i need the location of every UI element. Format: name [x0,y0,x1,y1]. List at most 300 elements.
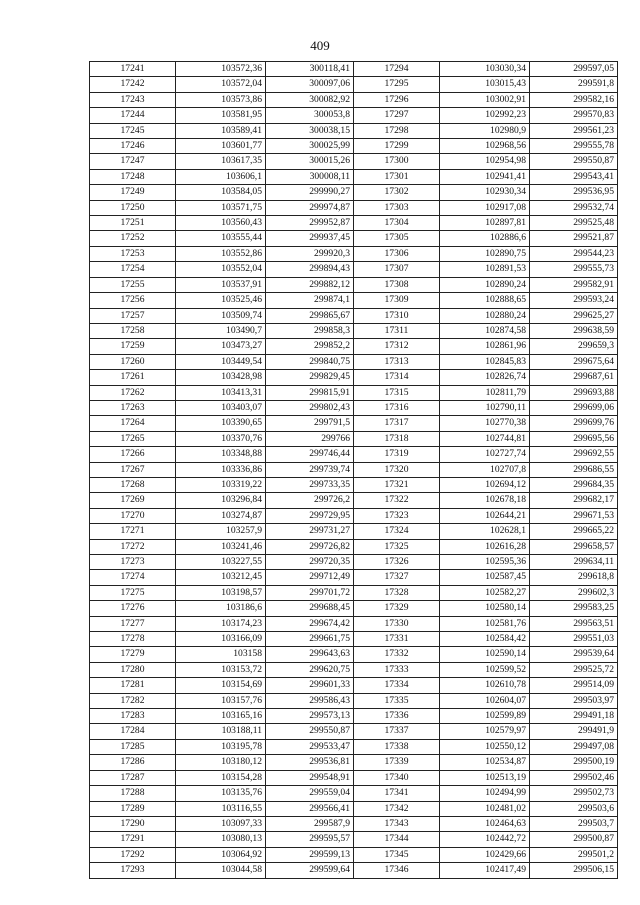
table-cell-x-coordinate: 102580,14 [440,601,530,616]
table-row [90,123,618,138]
table-cell-y-coordinate: 299712,49 [266,570,354,585]
table-cell-point-number: 17330 [354,616,440,631]
table-cell-y-coordinate: 299533,47 [266,739,354,754]
table-cell-point-number: 17257 [90,308,176,323]
table-row [90,370,618,385]
table-cell-point-number: 17259 [90,339,176,354]
table-cell-x-coordinate: 102442,72 [440,832,530,847]
table-cell-point-number: 17278 [90,632,176,647]
table-cell-y-coordinate: 299659,3 [530,339,618,354]
table-cell-y-coordinate: 299695,56 [530,431,618,446]
table-row [90,108,618,123]
table-cell-point-number: 17271 [90,524,176,539]
table-cell-x-coordinate: 103572,36 [176,62,266,77]
table-cell-point-number: 17340 [354,770,440,785]
table-cell-y-coordinate: 299625,27 [530,308,618,323]
table-cell-x-coordinate: 103274,87 [176,508,266,523]
table-cell-y-coordinate: 299733,35 [266,477,354,492]
table-cell-x-coordinate: 102590,14 [440,647,530,662]
table-row [90,601,618,616]
table-row [90,616,618,631]
table-row [90,816,618,831]
table-cell-y-coordinate: 300097,06 [266,77,354,92]
table-cell-x-coordinate: 103198,57 [176,585,266,600]
table-cell-y-coordinate: 299551,03 [530,632,618,647]
table-cell-point-number: 17326 [354,555,440,570]
table-row [90,431,618,446]
table-cell-y-coordinate: 299791,5 [266,416,354,431]
table-cell-y-coordinate: 300008,11 [266,169,354,184]
table-cell-y-coordinate: 299566,41 [266,801,354,816]
table-cell-x-coordinate: 102880,24 [440,308,530,323]
table-cell-point-number: 17293 [90,863,176,878]
table-cell-point-number: 17279 [90,647,176,662]
table-row [90,92,618,107]
table-cell-x-coordinate: 102992,23 [440,108,530,123]
table-cell-point-number: 17287 [90,770,176,785]
table-cell-y-coordinate: 299634,11 [530,555,618,570]
table-cell-x-coordinate: 102968,56 [440,139,530,154]
table-cell-x-coordinate: 103165,16 [176,709,266,724]
table-cell-x-coordinate: 102897,81 [440,216,530,231]
table-cell-point-number: 17336 [354,709,440,724]
table-cell-x-coordinate: 102604,07 [440,693,530,708]
table-cell-point-number: 17264 [90,416,176,431]
table-row [90,524,618,539]
table-cell-point-number: 17318 [354,431,440,446]
table-cell-x-coordinate: 103370,76 [176,431,266,446]
table-cell-point-number: 17268 [90,477,176,492]
table-cell-x-coordinate: 102954,98 [440,154,530,169]
table-cell-x-coordinate: 103180,12 [176,755,266,770]
table-cell-point-number: 17289 [90,801,176,816]
table-cell-x-coordinate: 103296,84 [176,493,266,508]
table-cell-point-number: 17256 [90,293,176,308]
table-cell-x-coordinate: 102599,52 [440,662,530,677]
table-cell-x-coordinate: 103227,55 [176,555,266,570]
table-cell-point-number: 17284 [90,724,176,739]
table-cell-point-number: 17344 [354,832,440,847]
table-row [90,277,618,292]
table-cell-x-coordinate: 102707,8 [440,462,530,477]
table-row [90,693,618,708]
table-row [90,632,618,647]
table-cell-x-coordinate: 102464,63 [440,816,530,831]
table-cell-x-coordinate: 102481,02 [440,801,530,816]
table-cell-x-coordinate: 103154,28 [176,770,266,785]
table-cell-y-coordinate: 299500,19 [530,755,618,770]
table-row [90,555,618,570]
table-cell-y-coordinate: 299731,27 [266,524,354,539]
table-cell-point-number: 17303 [354,200,440,215]
table-cell-x-coordinate: 103537,91 [176,277,266,292]
table-cell-y-coordinate: 299536,81 [266,755,354,770]
table-cell-x-coordinate: 103581,95 [176,108,266,123]
table-cell-x-coordinate: 103490,7 [176,323,266,338]
table-cell-point-number: 17281 [90,678,176,693]
table-cell-y-coordinate: 299674,42 [266,616,354,631]
table-cell-point-number: 17260 [90,354,176,369]
table-cell-y-coordinate: 299559,04 [266,786,354,801]
table-cell-point-number: 17267 [90,462,176,477]
table-cell-y-coordinate: 299802,43 [266,400,354,415]
table-cell-x-coordinate: 103135,76 [176,786,266,801]
table-cell-x-coordinate: 103097,33 [176,816,266,831]
table-cell-y-coordinate: 299840,75 [266,354,354,369]
coordinates-table-body [90,62,618,879]
table-row [90,678,618,693]
table-row [90,770,618,785]
table-row [90,385,618,400]
table-row [90,293,618,308]
table-cell-x-coordinate: 102917,08 [440,200,530,215]
table-cell-y-coordinate: 299599,64 [266,863,354,878]
table-cell-point-number: 17332 [354,647,440,662]
table-cell-point-number: 17283 [90,709,176,724]
table-cell-y-coordinate: 299665,22 [530,524,618,539]
table-cell-point-number: 17328 [354,585,440,600]
table-cell-x-coordinate: 102980,9 [440,123,530,138]
table-cell-y-coordinate: 299583,25 [530,601,618,616]
table-cell-y-coordinate: 299500,87 [530,832,618,847]
table-cell-y-coordinate: 299503,7 [530,816,618,831]
table-cell-point-number: 17324 [354,524,440,539]
table-cell-point-number: 17339 [354,755,440,770]
table-row [90,154,618,169]
table-cell-x-coordinate: 102610,78 [440,678,530,693]
table-cell-y-coordinate: 299682,17 [530,493,618,508]
table-cell-x-coordinate: 102890,24 [440,277,530,292]
table-cell-y-coordinate: 299746,44 [266,447,354,462]
table-cell-point-number: 17244 [90,108,176,123]
table-cell-point-number: 17253 [90,246,176,261]
table-cell-y-coordinate: 299587,9 [266,816,354,831]
table-row [90,755,618,770]
table-cell-point-number: 17342 [354,801,440,816]
table-row [90,77,618,92]
table-cell-y-coordinate: 299491,9 [530,724,618,739]
table-cell-y-coordinate: 299582,16 [530,92,618,107]
table-cell-y-coordinate: 299601,33 [266,678,354,693]
table-cell-x-coordinate: 103080,13 [176,832,266,847]
table-cell-y-coordinate: 299563,51 [530,616,618,631]
table-row [90,462,618,477]
table-cell-point-number: 17258 [90,323,176,338]
table-row [90,246,618,261]
table-cell-x-coordinate: 102888,65 [440,293,530,308]
table-cell-x-coordinate: 102845,83 [440,354,530,369]
table-cell-point-number: 17304 [354,216,440,231]
table-cell-point-number: 17302 [354,185,440,200]
table-cell-y-coordinate: 300015,26 [266,154,354,169]
table-cell-x-coordinate: 103319,22 [176,477,266,492]
table-cell-point-number: 17291 [90,832,176,847]
table-row [90,231,618,246]
table-cell-y-coordinate: 300082,92 [266,92,354,107]
table-cell-point-number: 17292 [90,847,176,862]
table-cell-y-coordinate: 299865,67 [266,308,354,323]
table-cell-y-coordinate: 299491,18 [530,709,618,724]
table-cell-x-coordinate: 103390,65 [176,416,266,431]
table-cell-y-coordinate: 299543,41 [530,169,618,184]
table-cell-point-number: 17277 [90,616,176,631]
table-cell-x-coordinate: 103212,45 [176,570,266,585]
table-cell-x-coordinate: 103572,04 [176,77,266,92]
table-row [90,400,618,415]
table-cell-y-coordinate: 299874,1 [266,293,354,308]
table-cell-x-coordinate: 103154,69 [176,678,266,693]
table-cell-x-coordinate: 102770,38 [440,416,530,431]
table-cell-point-number: 17245 [90,123,176,138]
table-cell-y-coordinate: 299539,64 [530,647,618,662]
table-cell-y-coordinate: 299550,87 [266,724,354,739]
table-row [90,323,618,338]
table-cell-y-coordinate: 299815,91 [266,385,354,400]
table-cell-point-number: 17322 [354,493,440,508]
table-cell-y-coordinate: 299521,87 [530,231,618,246]
table-cell-x-coordinate: 102534,87 [440,755,530,770]
table-cell-point-number: 17329 [354,601,440,616]
table-cell-point-number: 17296 [354,92,440,107]
table-cell-x-coordinate: 102744,81 [440,431,530,446]
table-row [90,539,618,554]
table-cell-x-coordinate: 103473,27 [176,339,266,354]
table-cell-y-coordinate: 299739,74 [266,462,354,477]
table-cell-point-number: 17241 [90,62,176,77]
table-cell-point-number: 17308 [354,277,440,292]
table-cell-x-coordinate: 102826,74 [440,370,530,385]
table-cell-x-coordinate: 103257,9 [176,524,266,539]
table-cell-y-coordinate: 299974,87 [266,200,354,215]
table-cell-point-number: 17262 [90,385,176,400]
table-cell-x-coordinate: 103186,6 [176,601,266,616]
table-cell-y-coordinate: 299699,76 [530,416,618,431]
table-cell-point-number: 17295 [354,77,440,92]
table-cell-point-number: 17288 [90,786,176,801]
table-cell-y-coordinate: 299620,75 [266,662,354,677]
table-cell-point-number: 17341 [354,786,440,801]
table-cell-y-coordinate: 299544,23 [530,246,618,261]
table-row [90,139,618,154]
table-cell-x-coordinate: 103552,86 [176,246,266,261]
table-row [90,169,618,184]
table-row [90,339,618,354]
table-cell-point-number: 17307 [354,262,440,277]
table-row [90,863,618,878]
table-row [90,801,618,816]
table-cell-point-number: 17306 [354,246,440,261]
table-cell-x-coordinate: 103157,76 [176,693,266,708]
table-cell-point-number: 17313 [354,354,440,369]
table-cell-x-coordinate: 102727,74 [440,447,530,462]
table-cell-point-number: 17249 [90,185,176,200]
table-cell-point-number: 17255 [90,277,176,292]
table-cell-point-number: 17315 [354,385,440,400]
table-row [90,832,618,847]
table-cell-x-coordinate: 103116,55 [176,801,266,816]
table-cell-point-number: 17345 [354,847,440,862]
table-cell-point-number: 17333 [354,662,440,677]
table-cell-y-coordinate: 299688,45 [266,601,354,616]
table-cell-y-coordinate: 299852,2 [266,339,354,354]
table-cell-x-coordinate: 102694,12 [440,477,530,492]
table-cell-y-coordinate: 299595,57 [266,832,354,847]
table-cell-x-coordinate: 103195,78 [176,739,266,754]
page-number: 409 [310,38,330,53]
table-row [90,709,618,724]
table-cell-point-number: 17285 [90,739,176,754]
table-cell-point-number: 17247 [90,154,176,169]
table-cell-x-coordinate: 103601,77 [176,139,266,154]
table-cell-x-coordinate: 103428,98 [176,370,266,385]
table-cell-point-number: 17242 [90,77,176,92]
table-cell-x-coordinate: 103015,43 [440,77,530,92]
table-cell-y-coordinate: 299599,13 [266,847,354,862]
table-row [90,662,618,677]
table-row [90,786,618,801]
table-cell-point-number: 17248 [90,169,176,184]
table-cell-y-coordinate: 299882,12 [266,277,354,292]
table-cell-y-coordinate: 299514,09 [530,678,618,693]
table-row [90,308,618,323]
table-row [90,354,618,369]
table-cell-x-coordinate: 102941,41 [440,169,530,184]
table-cell-y-coordinate: 299503,6 [530,801,618,816]
table-cell-point-number: 17297 [354,108,440,123]
table-row [90,570,618,585]
table-cell-y-coordinate: 299687,61 [530,370,618,385]
table-cell-x-coordinate: 102582,27 [440,585,530,600]
table-cell-y-coordinate: 299699,06 [530,400,618,415]
table-cell-x-coordinate: 103336,86 [176,462,266,477]
table-cell-point-number: 17270 [90,508,176,523]
table-cell-x-coordinate: 102890,75 [440,246,530,261]
table-cell-y-coordinate: 299766 [266,431,354,446]
table-cell-x-coordinate: 102599,89 [440,709,530,724]
table-cell-y-coordinate: 299726,2 [266,493,354,508]
table-row [90,493,618,508]
table-cell-x-coordinate: 102579,97 [440,724,530,739]
table-cell-point-number: 17320 [354,462,440,477]
table-cell-y-coordinate: 299550,87 [530,154,618,169]
table-cell-y-coordinate: 299618,8 [530,570,618,585]
table-cell-y-coordinate: 299729,95 [266,508,354,523]
table-cell-point-number: 17343 [354,816,440,831]
table-cell-point-number: 17265 [90,431,176,446]
table-cell-point-number: 17272 [90,539,176,554]
table-cell-x-coordinate: 102628,1 [440,524,530,539]
table-cell-x-coordinate: 103449,54 [176,354,266,369]
table-cell-point-number: 17310 [354,308,440,323]
table-cell-y-coordinate: 299686,55 [530,462,618,477]
table-cell-point-number: 17327 [354,570,440,585]
table-cell-point-number: 17269 [90,493,176,508]
table-cell-x-coordinate: 102644,21 [440,508,530,523]
table-cell-y-coordinate: 299555,78 [530,139,618,154]
table-cell-point-number: 17280 [90,662,176,677]
table-cell-y-coordinate: 299591,8 [530,77,618,92]
table-cell-point-number: 17282 [90,693,176,708]
table-cell-y-coordinate: 299573,13 [266,709,354,724]
table-cell-x-coordinate: 102429,66 [440,847,530,862]
table-cell-y-coordinate: 299726,82 [266,539,354,554]
table-cell-x-coordinate: 102930,34 [440,185,530,200]
table-cell-y-coordinate: 299597,05 [530,62,618,77]
table-cell-x-coordinate: 103403,07 [176,400,266,415]
table-cell-y-coordinate: 299894,43 [266,262,354,277]
table-cell-x-coordinate: 103525,46 [176,293,266,308]
table-cell-x-coordinate: 103002,91 [440,92,530,107]
table-cell-y-coordinate: 299693,88 [530,385,618,400]
table-cell-y-coordinate: 300118,41 [266,62,354,77]
table-cell-point-number: 17331 [354,632,440,647]
table-cell-point-number: 17316 [354,400,440,415]
table-row [90,185,618,200]
table-cell-y-coordinate: 300025,99 [266,139,354,154]
table-cell-point-number: 17335 [354,693,440,708]
table-cell-point-number: 17305 [354,231,440,246]
table-cell-point-number: 17319 [354,447,440,462]
table-row [90,508,618,523]
table-cell-point-number: 17312 [354,339,440,354]
table-cell-point-number: 17251 [90,216,176,231]
table-cell-point-number: 17252 [90,231,176,246]
table-cell-y-coordinate: 299536,95 [530,185,618,200]
table-cell-y-coordinate: 299952,87 [266,216,354,231]
table-cell-point-number: 17314 [354,370,440,385]
table-cell-x-coordinate: 103413,31 [176,385,266,400]
table-cell-x-coordinate: 103617,35 [176,154,266,169]
table-cell-y-coordinate: 300053,8 [266,108,354,123]
table-cell-point-number: 17246 [90,139,176,154]
table-cell-x-coordinate: 103552,04 [176,262,266,277]
table-cell-x-coordinate: 102811,79 [440,385,530,400]
table-cell-y-coordinate: 300038,15 [266,123,354,138]
table-cell-y-coordinate: 299692,55 [530,447,618,462]
table-row [90,739,618,754]
table-cell-x-coordinate: 103584,05 [176,185,266,200]
table-row [90,647,618,662]
table-cell-x-coordinate: 103348,88 [176,447,266,462]
table-cell-point-number: 17337 [354,724,440,739]
table-cell-point-number: 17263 [90,400,176,415]
table-cell-y-coordinate: 299602,3 [530,585,618,600]
table-cell-y-coordinate: 299701,72 [266,585,354,600]
table-cell-y-coordinate: 299503,97 [530,693,618,708]
table-cell-y-coordinate: 299858,3 [266,323,354,338]
table-cell-point-number: 17254 [90,262,176,277]
table-cell-y-coordinate: 299638,59 [530,323,618,338]
table-cell-x-coordinate: 103174,23 [176,616,266,631]
table-cell-x-coordinate: 103241,46 [176,539,266,554]
table-row [90,216,618,231]
table-cell-y-coordinate: 299675,64 [530,354,618,369]
table-cell-x-coordinate: 102581,76 [440,616,530,631]
table-row [90,262,618,277]
table-row [90,447,618,462]
table-cell-y-coordinate: 299582,91 [530,277,618,292]
table-cell-point-number: 17275 [90,585,176,600]
table-cell-x-coordinate: 103188,11 [176,724,266,739]
table-cell-point-number: 17276 [90,601,176,616]
table-cell-y-coordinate: 299990,27 [266,185,354,200]
table-cell-point-number: 17273 [90,555,176,570]
table-cell-x-coordinate: 103044,58 [176,863,266,878]
table-cell-y-coordinate: 299643,63 [266,647,354,662]
table-cell-x-coordinate: 102595,36 [440,555,530,570]
table-cell-y-coordinate: 299586,43 [266,693,354,708]
table-cell-x-coordinate: 102494,99 [440,786,530,801]
